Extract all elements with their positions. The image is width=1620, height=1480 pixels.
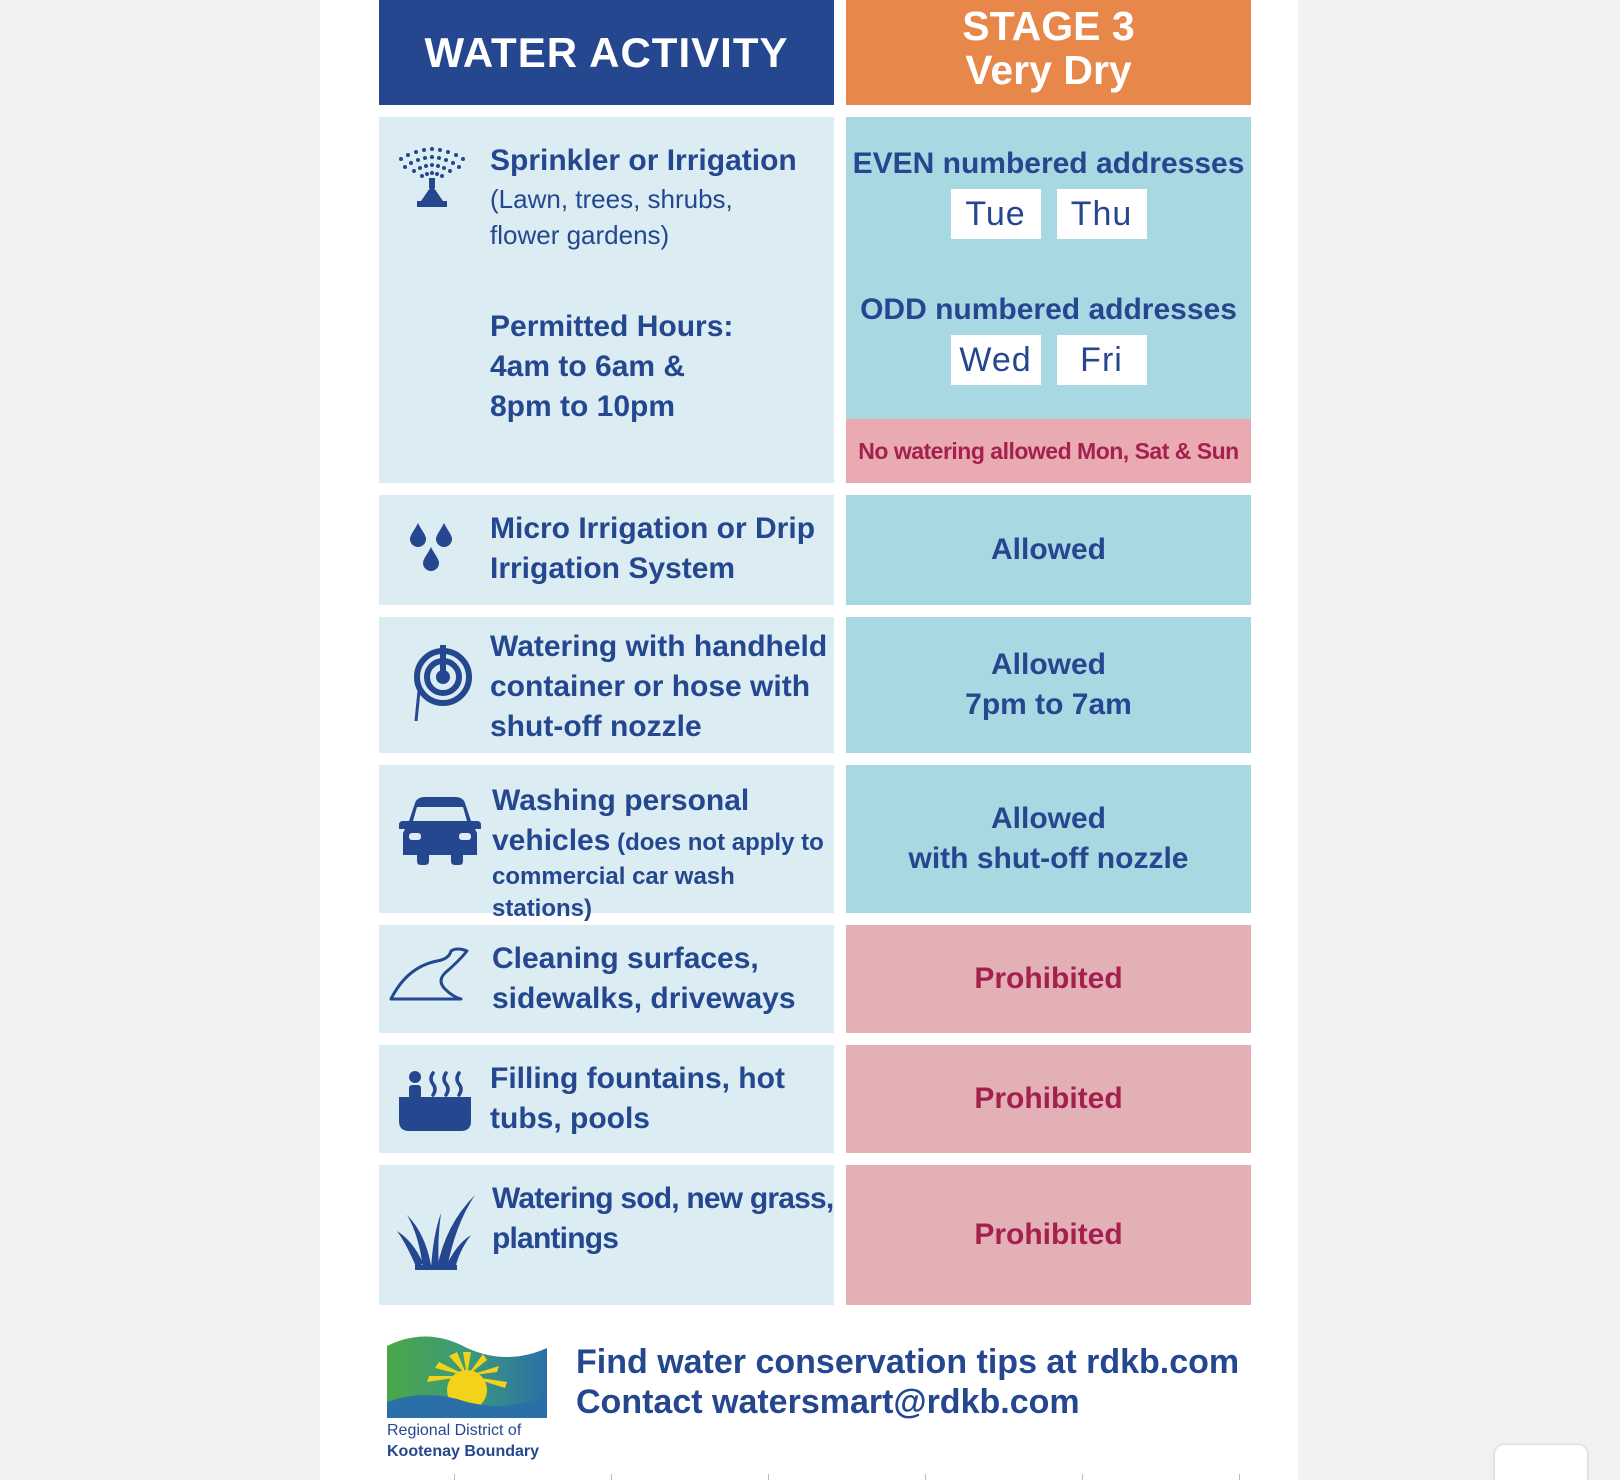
odd-label-rest: numbered addresses: [926, 293, 1237, 326]
even-label: EVEN: [852, 147, 935, 180]
sprinkler-sub-2: flower gardens): [490, 220, 670, 250]
driveway-icon: [389, 943, 471, 1003]
sod-status: Prohibited: [974, 1218, 1123, 1251]
car-icon: [399, 795, 481, 867]
handheld-status-2: 7pm to 7am: [965, 688, 1132, 721]
handheld-title-1: Watering with handheld: [490, 630, 828, 663]
sprinkler-title: Sprinkler or Irrigation: [490, 144, 797, 177]
stage-name: Very Dry: [965, 47, 1132, 93]
sprinkler-icon: [397, 145, 467, 209]
hours-morning: 4am to 6am &: [490, 350, 686, 383]
water-drops-icon: [409, 521, 453, 571]
row-handheld-activity: [379, 617, 834, 753]
logo-line-1: Regional District of: [387, 1422, 522, 1439]
row-filling-status: [846, 1045, 1251, 1153]
floating-action-button[interactable]: [1494, 1444, 1588, 1480]
logo-line-2: Kootenay Boundary: [387, 1443, 540, 1460]
sod-title-1: Watering sod, new grass,: [492, 1182, 834, 1215]
poster: [320, 0, 1298, 1480]
filling-title-1: Filling fountains, hot: [490, 1062, 785, 1095]
vehicles-title-2: vehicles: [492, 824, 611, 857]
vehicles-status-2: with shut-off nozzle: [908, 842, 1189, 875]
filling-title-2: tubs, pools: [490, 1102, 650, 1135]
header-stage: [846, 0, 1251, 105]
even-label-rest: numbered addresses: [934, 147, 1245, 180]
row-sprinkler-schedule: [846, 117, 1251, 483]
hose-nozzle-icon: [409, 641, 475, 725]
filling-status: Prohibited: [974, 1082, 1123, 1115]
row-micro-activity: [379, 495, 834, 605]
row-micro-status: [846, 495, 1251, 605]
rdkb-logo-icon: [387, 1332, 547, 1418]
row-vehicles-status: [846, 765, 1251, 913]
odd-label: ODD: [860, 293, 927, 326]
row-cleaning-activity: [379, 925, 834, 1033]
odd-day-fri: Fri: [1057, 335, 1147, 385]
cleaning-status: Prohibited: [974, 962, 1123, 995]
odd-addresses: [846, 293, 1251, 385]
row-sprinkler-activity: [379, 117, 834, 483]
header-activity-text: WATER ACTIVITY: [424, 28, 789, 76]
row-vehicles-activity: [379, 765, 834, 922]
even-day-thu: Thu: [1057, 189, 1147, 239]
header-water-activity: [379, 0, 834, 105]
vehicles-title-1: Washing personal: [492, 784, 750, 817]
vehicles-status-1: Allowed: [990, 802, 1106, 835]
bottom-ticks: [379, 1474, 1251, 1480]
row-cleaning-status: [846, 925, 1251, 1033]
micro-title-1: Micro Irrigation or Drip: [490, 512, 816, 545]
odd-day-wed: Wed: [951, 335, 1041, 385]
handheld-title-2: container or hose with: [490, 670, 811, 703]
micro-status: Allowed: [990, 533, 1106, 566]
footer-email-link[interactable]: Contact watersmart@rdkb.com: [576, 1383, 1080, 1421]
stage-number: STAGE 3: [962, 3, 1135, 49]
no-watering-banner: No watering allowed Mon, Sat & Sun: [846, 419, 1251, 483]
cleaning-title-2: sidewalks, driveways: [492, 982, 796, 1015]
hours-evening: 8pm to 10pm: [490, 390, 676, 423]
handheld-title-3: shut-off nozzle: [490, 710, 702, 743]
sprinkler-sub-1: (Lawn, trees, shrubs,: [490, 184, 733, 214]
footer-contact: [576, 1342, 1239, 1422]
sod-title-2: plantings: [492, 1222, 619, 1255]
hot-tub-icon: [399, 1069, 475, 1133]
row-sod-status: [846, 1165, 1251, 1305]
vehicles-note-2: commercial car wash stations): [492, 863, 735, 922]
row-sod-activity: [379, 1165, 834, 1305]
cleaning-title-1: Cleaning surfaces,: [492, 942, 759, 975]
handheld-status-1: Allowed: [990, 648, 1106, 681]
vehicles-note-1: (does not apply to: [610, 829, 824, 856]
row-handheld-status: [846, 617, 1251, 753]
permitted-hours: [490, 307, 733, 427]
hours-label: Permitted Hours:: [490, 310, 734, 343]
rdkb-logo-caption: [387, 1420, 539, 1462]
footer-tips-link[interactable]: Find water conservation tips at rdkb.com: [576, 1343, 1240, 1381]
even-addresses: [846, 147, 1251, 239]
row-filling-activity: [379, 1045, 834, 1153]
even-day-tue: Tue: [951, 189, 1041, 239]
micro-title-2: Irrigation System: [490, 552, 736, 585]
grass-icon: [397, 1185, 479, 1271]
